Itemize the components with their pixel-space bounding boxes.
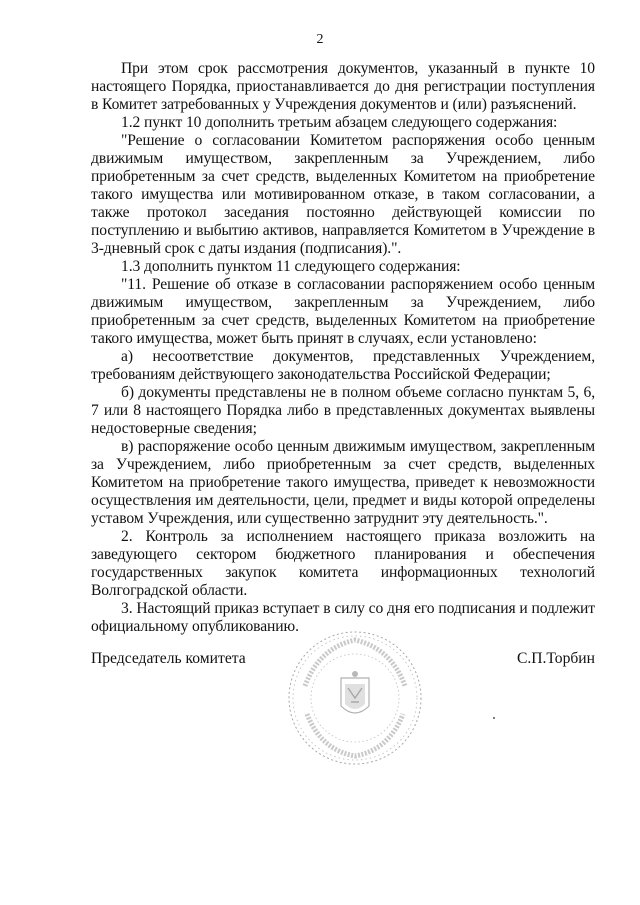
paragraph-4: 1.3 дополнить пунктом 11 следующего содержания: (121, 258, 461, 275)
document-body (91, 60, 595, 636)
paragraph-7: б) документы представлены не в полном объеме согласно пунктам 5, 6, 7 или 8 настоящего Порядка либо в представленных документах выявлены недостоверные сведения; (91, 384, 595, 437)
page-number: 2 (316, 32, 324, 47)
signer-position: Председатель комитета (91, 650, 246, 667)
paragraph-5: "11. Решение об отказе в согласовании распоряжением особо ценным движимым имуществом, закрепленным за Учреждением, либо приобретенным за счет средств, выделенных Комитетом на приобретение такого имущества, может быть принят в случаях, если установлено: (91, 276, 595, 347)
signer-name: С.П.Торбин (516, 650, 595, 667)
scan-speck (493, 717, 495, 719)
paragraph-3: "Решение о согласовании Комитетом распоряжения особо ценным движимым имуществом, закрепленным за Учреждением, либо приобретенным за счет средств, выделенных Комитетом на приобретение такого имущества или мотивированном отказе, в таком согласовании, а также протокол заседания постоянно действующей комиссии по поступлению и выбытию активов, направляется Комитетом в Учреждение в 3-дневный срок с даты издания (подписания).". (91, 132, 595, 257)
official-seal-icon (285, 628, 425, 768)
paragraph-10: 3. Настоящий приказ вступает в силу со дня его подписания и подлежит официальному опубликованию. (91, 600, 595, 635)
paragraph-1: При этом срок рассмотрения документов, указанный в пункте 10 настоящего Порядка, приостанавливается до дня регистрации поступления в Комитет затребованных у Учреждения документов и (или) разъяснений. (91, 60, 595, 113)
paragraph-8: в) распоряжение особо ценным движимым имуществом, закрепленным за Учреждением, либо приобретенным за счет средств, выделенных Комитетом на приобретение такого имущества, приведет к невозможности осуществления им деятельности, цели, предмет и виды которой определены уставом Учреждения, или существенно затруднит эту деятельность.". (91, 438, 595, 527)
paragraph-2: 1.2 пункт 10 дополнить третьим абзацем следующего содержания: (121, 114, 558, 131)
paragraph-6: а) несоответствие документов, представленных Учреждением, требованиям действующего законодательства Российской Федерации; (91, 348, 595, 383)
paragraph-9: 2. Контроль за исполнением настоящего приказа возложить на заведующего сектором бюджетного планирования и обеспечения государственных закупок комитета информационных технологий Волгоградской области. (91, 528, 595, 599)
